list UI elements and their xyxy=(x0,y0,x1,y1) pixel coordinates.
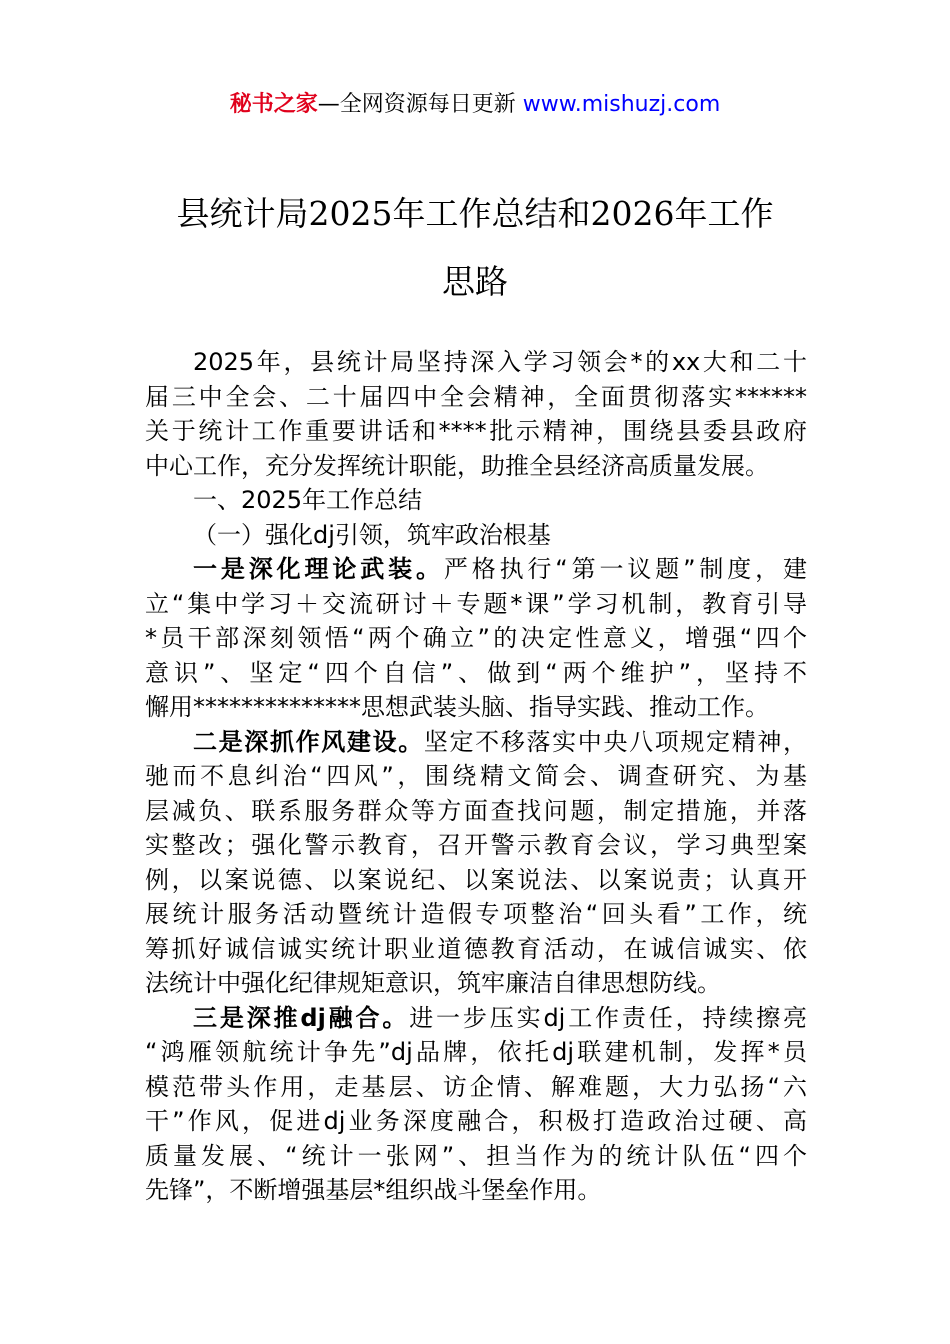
paragraph-text: 坚定不移落实中央八项规定精神， xyxy=(423,727,808,756)
paragraph-line: “鸿雁领航统计争先”dj品牌，依托dj联建机制，发挥*员 xyxy=(145,1038,807,1066)
section-heading: 一、2025年工作总结 xyxy=(193,486,423,514)
document-body xyxy=(145,345,807,1208)
paragraph-line: 2025年，县统计局坚持深入学习领会*的xx大和二十 xyxy=(193,348,807,376)
site-url-link[interactable]: www.mishuzj.com xyxy=(522,92,721,117)
title-line-1: 县统计局2025年工作总结和2026年工作 xyxy=(176,194,774,233)
paragraph-line xyxy=(145,725,807,760)
paragraph-line: 例，以案说德、以案说纪、以案说法、以案说责；认真开 xyxy=(145,865,807,894)
paragraph-text: 严格执行“第一议题”制度，建 xyxy=(443,555,807,583)
paragraph-line: 意识”、坚定“四个自信”、做到“两个维护”，坚持不 xyxy=(145,658,807,687)
paragraph-line: 关于统计工作重要讲话和****批示精神，围绕县委县政府 xyxy=(145,417,807,445)
paragraph-line: 展统计服务活动暨统计造假专项整治“回头看”工作，统 xyxy=(145,900,807,928)
title-line-2: 思路 xyxy=(442,262,508,301)
paragraph-line: 筹抓好诚信诚实统计职业道德教育活动，在诚信诚实、依 xyxy=(145,934,807,963)
paragraph-line: 懈用**************思想武装头脑、指导实践、推动工作。 xyxy=(145,693,769,721)
paragraph-line xyxy=(145,552,807,587)
paragraph-line: 先锋”，不断增强基层*组织战斗堡垒作用。 xyxy=(145,1176,602,1204)
paragraph-line: 中心工作，充分发挥统计职能，助推全县经济高质量发展。 xyxy=(145,451,769,480)
paragraph-text: 进一步压实dj工作责任，持续擦亮 xyxy=(409,1003,807,1032)
paragraph-line xyxy=(145,1001,807,1036)
document-title xyxy=(130,180,820,316)
paragraph-lead: 一是深化理论武装。 xyxy=(193,555,444,583)
subsection-heading: （一）强化dj引领，筑牢政治根基 xyxy=(193,520,551,549)
paragraph-line: 驰而不息纠治“四风”，围绕精文简会、调查研究、为基 xyxy=(145,762,807,790)
paragraph-lead: 三是深推dj融合。 xyxy=(193,1003,410,1032)
site-header xyxy=(0,88,950,122)
site-brand: 秘书之家 xyxy=(229,92,318,117)
paragraph-line: 实整改；强化警示教育，召开警示教育会议，学习典型案 xyxy=(145,831,807,859)
paragraph-line: 质量发展、“统计一张网”、担当作为的统计队伍“四个 xyxy=(145,1141,807,1170)
site-tagline: —全网资源每日更新 xyxy=(317,92,516,117)
paragraph-line: *员干部深刻领悟“两个确立”的决定性意义，增强“四个 xyxy=(145,624,807,652)
paragraph-line: 层减负、联系服务群众等方面查找问题，制定措施，并落 xyxy=(145,796,807,825)
paragraph-line: 法统计中强化纪律规矩意识，筑牢廉洁自律思想防线。 xyxy=(145,969,721,997)
paragraph-line: 干”作风，促进dj业务深度融合，积极打造政治过硬、高 xyxy=(145,1107,807,1135)
paragraph-line: 模范带头作用，走基层、访企情、解难题，大力弘扬“六 xyxy=(145,1072,807,1101)
paragraph-line: 届三中全会、二十届四中全会精神，全面贯彻落实****** xyxy=(145,382,807,411)
paragraph-lead: 二是深抓作风建设。 xyxy=(193,727,424,756)
paragraph-line: 立“集中学习＋交流研讨＋专题*课”学习机制，教育引导 xyxy=(145,589,807,618)
